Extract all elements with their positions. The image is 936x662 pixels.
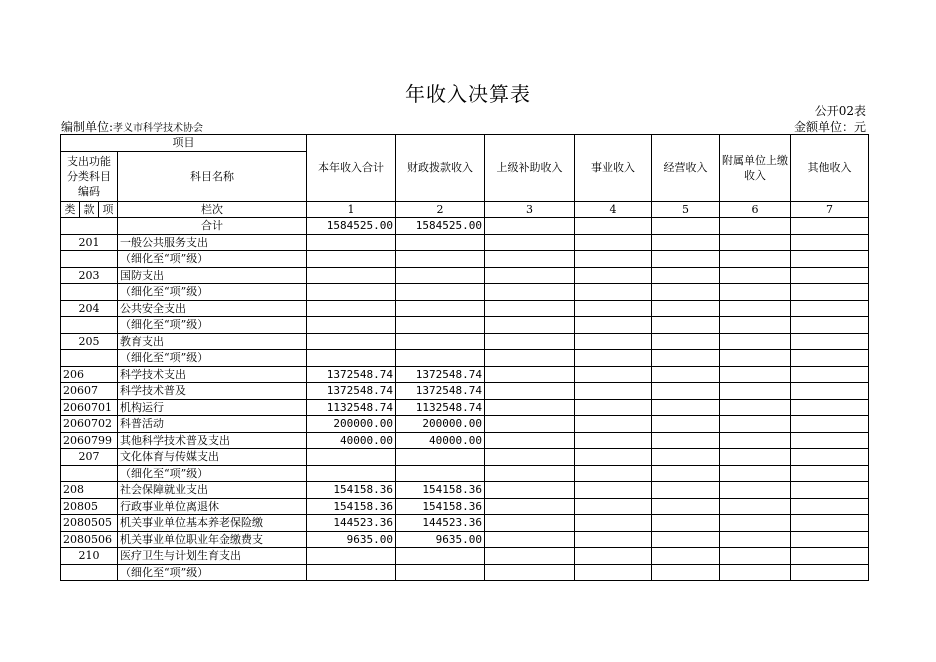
- row-subject-name: 科学技术普及: [118, 383, 307, 400]
- row-value-7: [791, 350, 869, 367]
- row-value-4: [575, 531, 652, 548]
- row-value-6: [720, 234, 791, 251]
- table-row: [61, 317, 869, 334]
- row-value-4: [575, 416, 652, 433]
- row-value-1: [307, 234, 396, 251]
- row-value-3: [485, 515, 575, 532]
- row-value-6: [720, 366, 791, 383]
- row-value-7: [791, 333, 869, 350]
- row-value-3: [485, 383, 575, 400]
- row-value-2: [396, 251, 485, 268]
- table-row: [61, 234, 869, 251]
- row-value-2: [396, 234, 485, 251]
- row-value-3: [485, 300, 575, 317]
- col-number-6: 6: [720, 201, 791, 218]
- row-value-3: [485, 465, 575, 482]
- col-number-1: 1: [307, 201, 396, 218]
- table-row: [61, 333, 869, 350]
- row-value-6: [720, 564, 791, 581]
- row-value-4: [575, 482, 652, 499]
- row-code: 207: [61, 449, 118, 466]
- total-value-4: [575, 218, 652, 235]
- table-row: [61, 284, 869, 301]
- row-value-7: [791, 300, 869, 317]
- row-code: 20607: [61, 383, 118, 400]
- header-col-5: 经营收入: [652, 135, 720, 202]
- row-code: [61, 317, 118, 334]
- row-code: 205: [61, 333, 118, 350]
- row-value-7: [791, 399, 869, 416]
- row-value-2: [396, 300, 485, 317]
- header-lanci: 栏次: [118, 201, 307, 218]
- table-row: [61, 515, 869, 532]
- total-value-6: [720, 218, 791, 235]
- row-code: 2080505: [61, 515, 118, 532]
- row-value-7: [791, 267, 869, 284]
- row-subject-name: 科普活动: [118, 416, 307, 433]
- row-value-7: [791, 531, 869, 548]
- row-value-6: [720, 449, 791, 466]
- row-code: [61, 350, 118, 367]
- header-col-6: 附属单位上缴收入: [720, 135, 791, 202]
- row-value-3: [485, 548, 575, 565]
- row-value-3: [485, 350, 575, 367]
- row-value-6: [720, 317, 791, 334]
- row-value-1: 144523.36: [307, 515, 396, 532]
- row-value-6: [720, 498, 791, 515]
- row-code: 208: [61, 482, 118, 499]
- row-value-6: [720, 267, 791, 284]
- table-row: [61, 498, 869, 515]
- header-col-4: 事业收入: [575, 135, 652, 202]
- row-value-1: 1372548.74: [307, 366, 396, 383]
- row-value-2: 144523.36: [396, 515, 485, 532]
- row-value-6: [720, 333, 791, 350]
- row-subject-name: 文化体育与传媒支出: [118, 449, 307, 466]
- col-number-5: 5: [652, 201, 720, 218]
- col-number-7: 7: [791, 201, 869, 218]
- row-value-4: [575, 350, 652, 367]
- row-value-5: [652, 564, 720, 581]
- row-subject-name: 机构运行: [118, 399, 307, 416]
- row-value-4: [575, 515, 652, 532]
- table-row: [61, 482, 869, 499]
- row-code: 2060702: [61, 416, 118, 433]
- row-subject-name: 行政事业单位离退休: [118, 498, 307, 515]
- row-value-2: [396, 267, 485, 284]
- row-value-7: [791, 515, 869, 532]
- row-value-3: [485, 317, 575, 334]
- row-value-5: [652, 548, 720, 565]
- row-code: 210: [61, 548, 118, 565]
- row-code: 203: [61, 267, 118, 284]
- row-value-6: [720, 284, 791, 301]
- row-subject-name: 机关事业单位职业年金缴费支: [118, 531, 307, 548]
- row-value-2: 1372548.74: [396, 383, 485, 400]
- table-row: [61, 399, 869, 416]
- row-value-7: [791, 251, 869, 268]
- row-value-1: 1372548.74: [307, 383, 396, 400]
- row-value-3: [485, 482, 575, 499]
- total-value-3: [485, 218, 575, 235]
- row-value-1: 200000.00: [307, 416, 396, 433]
- row-value-3: [485, 234, 575, 251]
- row-value-3: [485, 284, 575, 301]
- row-value-1: [307, 251, 396, 268]
- row-value-4: [575, 333, 652, 350]
- row-subject-name: 医疗卫生与计划生育支出: [118, 548, 307, 565]
- header-col-2: 财政拨款收入: [396, 135, 485, 202]
- row-code: [61, 284, 118, 301]
- row-value-2: 1372548.74: [396, 366, 485, 383]
- row-code: [61, 251, 118, 268]
- row-value-7: [791, 432, 869, 449]
- row-subject-name: （细化至“项”级）: [118, 350, 307, 367]
- table-row: [61, 564, 869, 581]
- row-value-1: 154158.36: [307, 498, 396, 515]
- row-value-4: [575, 564, 652, 581]
- header-col-3: 上级补助收入: [485, 135, 575, 202]
- row-value-3: [485, 564, 575, 581]
- row-value-1: [307, 548, 396, 565]
- total-value-1: 1584525.00: [307, 218, 396, 235]
- row-value-6: [720, 383, 791, 400]
- header-col-7: 其他收入: [791, 135, 869, 202]
- row-value-1: 1132548.74: [307, 399, 396, 416]
- row-value-3: [485, 251, 575, 268]
- row-value-4: [575, 548, 652, 565]
- row-subject-name: （细化至“项”级）: [118, 251, 307, 268]
- row-value-4: [575, 366, 652, 383]
- header-kuan: 款: [80, 201, 99, 218]
- row-value-2: [396, 284, 485, 301]
- compiling-unit-label: 编制单位:: [61, 120, 114, 134]
- row-value-4: [575, 234, 652, 251]
- row-value-2: 154158.36: [396, 498, 485, 515]
- row-subject-name: 公共安全支出: [118, 300, 307, 317]
- report-title: 年收入决算表: [405, 82, 531, 106]
- row-code: 2060799: [61, 432, 118, 449]
- row-value-4: [575, 317, 652, 334]
- row-value-3: [485, 366, 575, 383]
- row-code: [61, 564, 118, 581]
- row-code: 206: [61, 366, 118, 383]
- row-value-4: [575, 498, 652, 515]
- row-code: 20805: [61, 498, 118, 515]
- row-value-7: [791, 234, 869, 251]
- col-number-4: 4: [575, 201, 652, 218]
- row-value-1: [307, 284, 396, 301]
- row-value-2: 200000.00: [396, 416, 485, 433]
- row-code: 204: [61, 300, 118, 317]
- row-value-7: [791, 284, 869, 301]
- row-value-3: [485, 432, 575, 449]
- row-value-1: 40000.00: [307, 432, 396, 449]
- row-value-7: [791, 482, 869, 499]
- row-value-2: 1132548.74: [396, 399, 485, 416]
- row-value-1: [307, 267, 396, 284]
- header-func-class: 支出功能分类科目编码: [61, 151, 118, 201]
- row-value-5: [652, 449, 720, 466]
- row-value-6: [720, 432, 791, 449]
- row-value-2: [396, 317, 485, 334]
- total-value-2: 1584525.00: [396, 218, 485, 235]
- table-row: [61, 251, 869, 268]
- row-code: [61, 465, 118, 482]
- table-row: [61, 531, 869, 548]
- row-value-3: [485, 267, 575, 284]
- row-subject-name: （细化至“项”级）: [118, 465, 307, 482]
- table-row: [61, 416, 869, 433]
- row-value-1: 9635.00: [307, 531, 396, 548]
- row-value-6: [720, 350, 791, 367]
- row-value-6: [720, 548, 791, 565]
- form-code: 公开02表: [814, 104, 866, 118]
- row-value-4: [575, 432, 652, 449]
- row-value-6: [720, 482, 791, 499]
- row-value-5: [652, 333, 720, 350]
- row-value-3: [485, 531, 575, 548]
- header-lei: 类: [61, 201, 80, 218]
- row-value-4: [575, 284, 652, 301]
- row-value-5: [652, 317, 720, 334]
- row-code: 2060701: [61, 399, 118, 416]
- row-value-6: [720, 300, 791, 317]
- row-value-2: [396, 564, 485, 581]
- row-value-1: 154158.36: [307, 482, 396, 499]
- table-row: [61, 383, 869, 400]
- row-value-3: [485, 399, 575, 416]
- row-value-2: 9635.00: [396, 531, 485, 548]
- table-row: [61, 548, 869, 565]
- row-value-4: [575, 300, 652, 317]
- row-value-6: [720, 465, 791, 482]
- header-subject-name: 科目名称: [118, 151, 307, 201]
- col-number-2: 2: [396, 201, 485, 218]
- row-value-3: [485, 449, 575, 466]
- row-value-4: [575, 267, 652, 284]
- row-value-5: [652, 498, 720, 515]
- row-value-6: [720, 416, 791, 433]
- table-row: [61, 350, 869, 367]
- row-value-2: 154158.36: [396, 482, 485, 499]
- row-value-2: [396, 333, 485, 350]
- row-value-3: [485, 333, 575, 350]
- row-value-1: [307, 300, 396, 317]
- row-value-1: [307, 317, 396, 334]
- row-value-5: [652, 515, 720, 532]
- compiling-unit-org: 孝义市科学技术协会: [113, 123, 204, 134]
- total-code: [61, 218, 118, 235]
- table-row: [61, 449, 869, 466]
- row-value-4: [575, 251, 652, 268]
- row-value-4: [575, 465, 652, 482]
- header-xiang: 项: [99, 201, 118, 218]
- total-value-5: [652, 218, 720, 235]
- row-value-4: [575, 399, 652, 416]
- header-item: 项目: [61, 135, 307, 152]
- row-value-2: [396, 350, 485, 367]
- header-col-1: 本年收入合计: [307, 135, 396, 202]
- row-value-1: [307, 564, 396, 581]
- row-value-1: [307, 465, 396, 482]
- row-subject-name: 机关事业单位基本养老保险缴: [118, 515, 307, 532]
- row-value-5: [652, 234, 720, 251]
- row-value-7: [791, 449, 869, 466]
- row-value-3: [485, 416, 575, 433]
- row-value-7: [791, 548, 869, 565]
- row-value-2: [396, 449, 485, 466]
- row-value-7: [791, 366, 869, 383]
- row-value-5: [652, 300, 720, 317]
- row-value-3: [485, 498, 575, 515]
- row-value-5: [652, 267, 720, 284]
- amount-unit: 金额单位：元: [793, 120, 866, 134]
- row-value-5: [652, 432, 720, 449]
- row-code: 2080506: [61, 531, 118, 548]
- income-table: [60, 134, 869, 581]
- row-value-5: [652, 399, 720, 416]
- table-row: [61, 465, 869, 482]
- row-value-1: [307, 350, 396, 367]
- row-value-5: [652, 465, 720, 482]
- row-subject-name: 一般公共服务支出: [118, 234, 307, 251]
- row-value-5: [652, 383, 720, 400]
- row-subject-name: 社会保障就业支出: [118, 482, 307, 499]
- row-value-5: [652, 350, 720, 367]
- table-row: [61, 267, 869, 284]
- row-subject-name: 国防支出: [118, 267, 307, 284]
- table-row: [61, 300, 869, 317]
- row-value-1: [307, 333, 396, 350]
- row-subject-name: （细化至“项”级）: [118, 284, 307, 301]
- row-subject-name: 其他科学技术普及支出: [118, 432, 307, 449]
- row-value-5: [652, 531, 720, 548]
- row-value-2: [396, 465, 485, 482]
- table-row: [61, 366, 869, 383]
- row-value-4: [575, 449, 652, 466]
- row-value-6: [720, 251, 791, 268]
- row-value-5: [652, 416, 720, 433]
- row-subject-name: 教育支出: [118, 333, 307, 350]
- row-value-2: 40000.00: [396, 432, 485, 449]
- row-value-6: [720, 399, 791, 416]
- total-row: [61, 218, 869, 235]
- row-value-4: [575, 383, 652, 400]
- row-value-6: [720, 531, 791, 548]
- row-code: 201: [61, 234, 118, 251]
- row-value-7: [791, 416, 869, 433]
- row-subject-name: 科学技术支出: [118, 366, 307, 383]
- row-value-1: [307, 449, 396, 466]
- total-label: 合计: [118, 218, 307, 235]
- row-subject-name: （细化至“项”级）: [118, 564, 307, 581]
- row-value-7: [791, 317, 869, 334]
- compiling-unit: [61, 118, 203, 135]
- row-value-5: [652, 366, 720, 383]
- row-value-7: [791, 498, 869, 515]
- col-number-3: 3: [485, 201, 575, 218]
- row-value-5: [652, 284, 720, 301]
- row-value-7: [791, 465, 869, 482]
- row-value-2: [396, 548, 485, 565]
- row-value-7: [791, 383, 869, 400]
- row-subject-name: （细化至“项”级）: [118, 317, 307, 334]
- row-value-5: [652, 251, 720, 268]
- row-value-6: [720, 515, 791, 532]
- row-value-5: [652, 482, 720, 499]
- table-row: [61, 432, 869, 449]
- total-value-7: [791, 218, 869, 235]
- row-value-7: [791, 564, 869, 581]
